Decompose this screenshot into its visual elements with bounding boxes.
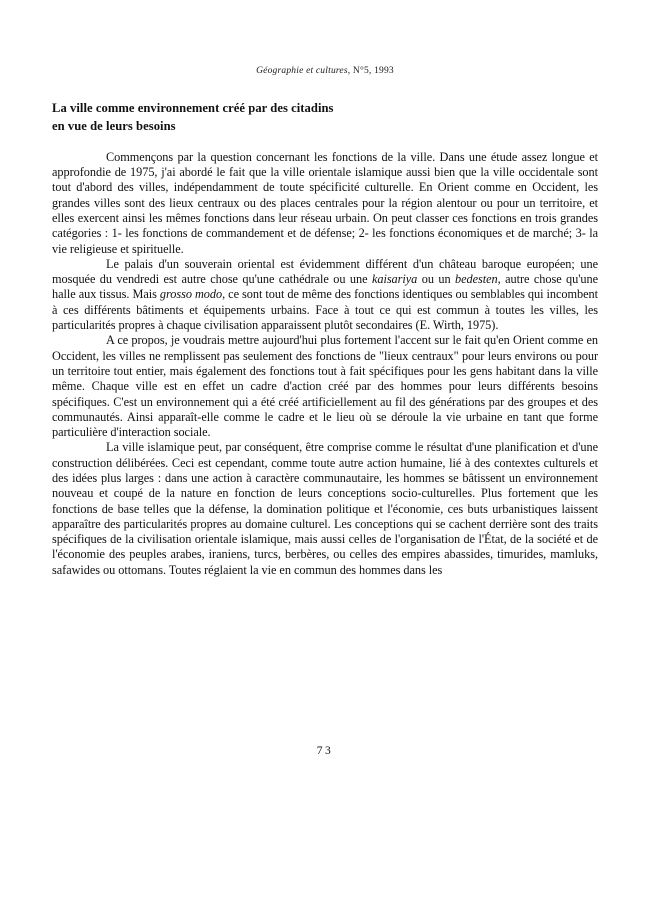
paragraph-2: Le palais d'un souverain oriental est évidemment différent d'un château baroque européen; une mosquée du vendredi est autre chose qu'une cathédrale ou une kaisariya ou un bedesten, autre chose qu'une halle aux tissus. Mais grosso modo, ce sont tout de même des fonctions identiques ou semblables qui incombent à ces différents bâtiments et équipements urbains. Face à tout ce qui est commun à toutes les villes, les particularités propres à chaque civilisation apparaissent plutôt secondaires (E. Wirth, 1975). bbox=[52, 256, 599, 333]
paragraph-1: Commençons par la question concernant les fonctions de la ville. Dans une étude assez longue et approfondie de 1975, j'ai abordé le fait que la ville orientale islamique aussi bien que la ville occidentale sont tout d'abord des villes, indépendamment de toute spécificité culturelle. En Orient comme en Occident, les grandes villes sont des lieux centraux ou des places centrales pour la région alentour ou pour un territoire, et elles exercent ainsi les mêmes fonctions dans leur réseau urbain. On peut classer ces fonctions en trois grandes catégories : 1- les fonctions de commandement et de défense; 2- les fonctions économiques et de marché; 3- la vie religieuse et spirituelle. bbox=[52, 149, 598, 256]
paragraph-3: A ce propos, je voudrais mettre aujourd'hui plus fortement l'accent sur le fait qu'en Orient comme en Occident, les villes ne remplissent pas seulement des fonctions de "lieux centraux" pour leurs environs ou pour un territoire tout entier, mais également des fonctions tout à fait spécifiques pour les gens habitant dans la ville même. Chaque ville est en effet un cadre d'action créé par des hommes pour leurs différents besoins spécifiques. C'est un environnement qui a été créé artificiellement au fil des générations par des groupes et des communautés. Ainsi apparaît-elle comme le cadre et le lieu où se déroule la vie urbaine en tant que forme particulière d'interaction sociale. bbox=[52, 333, 598, 440]
page-title-line-1: La ville comme environnement créé par des citadins bbox=[52, 101, 334, 115]
article-body bbox=[52, 100, 598, 578]
page-number: 73 bbox=[316, 745, 334, 757]
paragraph-4: La ville islamique peut, par conséquent, être comprise comme le résultat d'une planification et d'une construction délibérées. Ceci est cependant, comme toute autre action humaine, lié à des contextes culturels et des idées plus larges : dans une action à caractère communautaire, les hommes se bâtissent un environnement nouveau et coupé de la nature en fonction de leurs conceptions socio-culturelles. Plus fortement que les fonctions de base telles que la défense, la domination politique et l'économie, ces buts urbanistiques laissent apparaître des particularités propres au domaine culturel. Les conceptions qui se cachent derrière sont des traits spécifiques de la civilisation orientale islamique, mais aussi celles de l'organisation de l'État, de la société et de l'économie des peuples arabes, iraniens, turcs, berbères, ou celles des empires abassides, timurides, mamluks, safawides ou ottomans. Toutes réglaient la vie en commun des hommes dans les bbox=[52, 440, 598, 577]
page-title bbox=[52, 100, 598, 136]
journal-title: Géographie et cultures, bbox=[256, 66, 351, 76]
issue-number: N°5, 1993 bbox=[350, 66, 394, 76]
running-head bbox=[0, 66, 650, 76]
page-title-line-2: en vue de leurs besoins bbox=[52, 118, 176, 133]
